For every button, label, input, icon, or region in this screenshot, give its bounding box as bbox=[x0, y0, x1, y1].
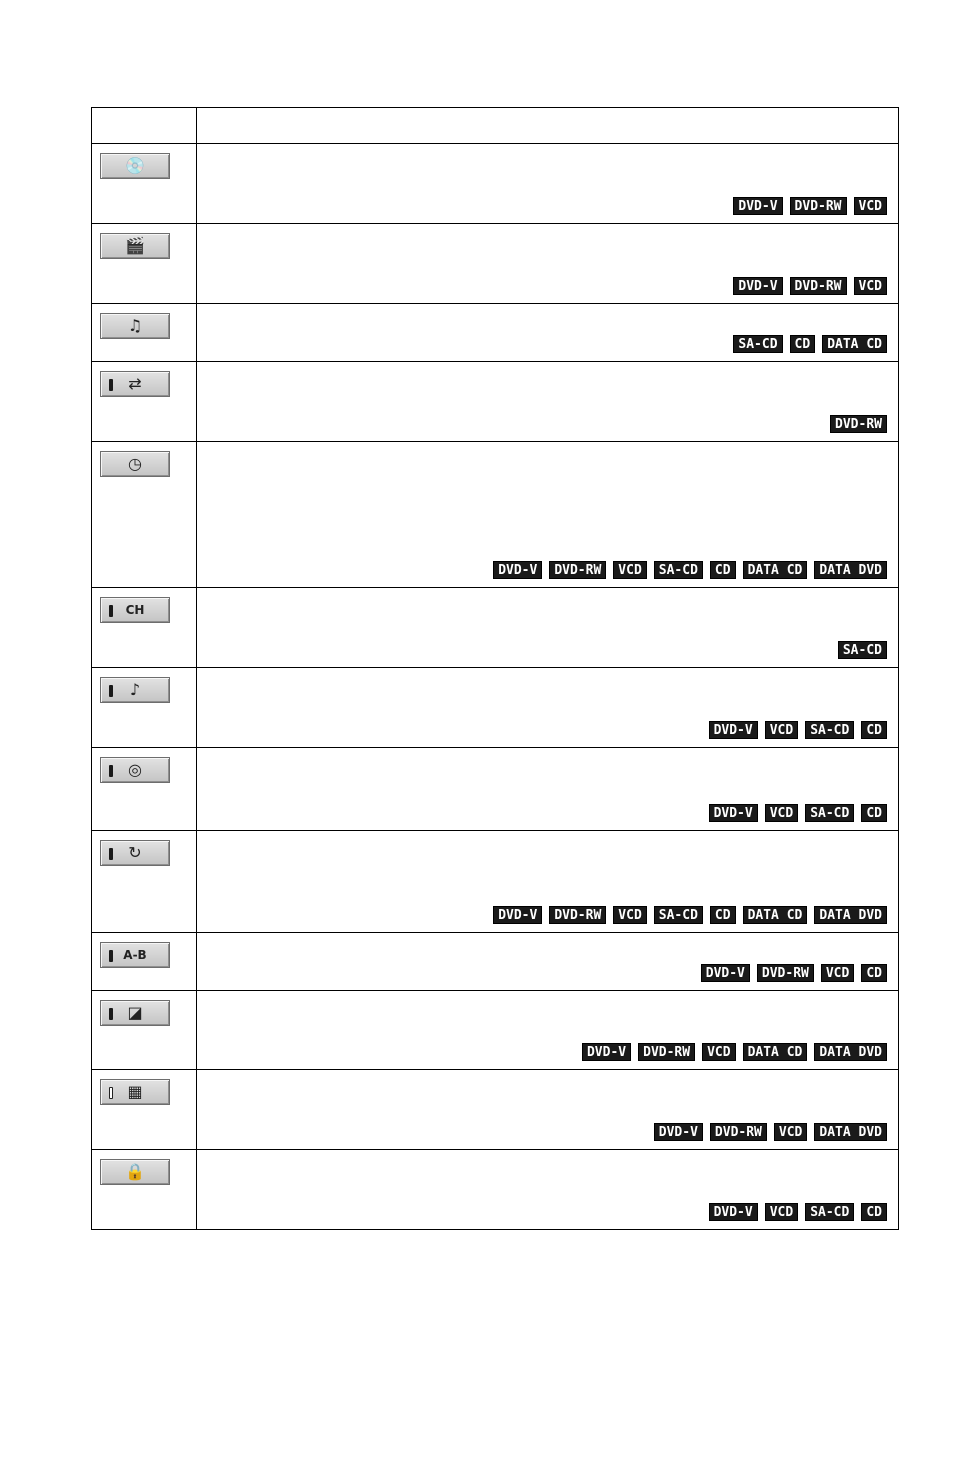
icon-cell bbox=[92, 442, 197, 588]
table-row bbox=[92, 668, 899, 748]
clapperboard-icon: 🎬 bbox=[125, 236, 145, 255]
disc-type-badge: DVD-V bbox=[493, 906, 542, 924]
icon-cell bbox=[92, 748, 197, 831]
disc-type-badge: VCD bbox=[765, 721, 798, 739]
menu-item-button[interactable] bbox=[100, 1079, 170, 1105]
disc-type-badge: VCD bbox=[854, 197, 887, 215]
disc-type-badge: DVD-V bbox=[654, 1123, 703, 1141]
disc-type-badge: DATA CD bbox=[743, 1043, 808, 1061]
icon-cell bbox=[92, 831, 197, 933]
disc-type-badge: DVD-V bbox=[709, 721, 758, 739]
disc-type-badge: CD bbox=[861, 964, 887, 982]
disc-type-badge: DATA DVD bbox=[814, 1123, 887, 1141]
disc-type-badge: VCD bbox=[821, 964, 854, 982]
selection-indicator-icon bbox=[109, 950, 113, 962]
icon-cell bbox=[92, 362, 197, 442]
description-cell bbox=[197, 1150, 899, 1230]
table-row bbox=[92, 991, 899, 1070]
icon-cell bbox=[92, 933, 197, 991]
disc-type-badge: DATA DVD bbox=[814, 906, 887, 924]
sharpness-icon: ◪ bbox=[127, 1003, 143, 1022]
disc-title-icon: 💿 bbox=[125, 156, 145, 175]
disc-type-badges bbox=[493, 906, 887, 924]
disc-type-badge: SA-CD bbox=[733, 335, 782, 353]
disc-type-badge: DVD-V bbox=[493, 561, 542, 579]
table-row bbox=[92, 1070, 899, 1150]
description-cell bbox=[197, 144, 899, 224]
disc-type-badge: SA-CD bbox=[805, 804, 854, 822]
disc-type-badge: DVD-V bbox=[733, 197, 782, 215]
disc-type-badge: VCD bbox=[702, 1043, 735, 1061]
disc-type-badge: VCD bbox=[613, 561, 646, 579]
selection-indicator-icon bbox=[109, 1087, 113, 1099]
description-cell bbox=[197, 304, 899, 362]
menu-item-button[interactable] bbox=[100, 597, 170, 623]
disc-type-badges bbox=[733, 335, 887, 353]
table-row bbox=[92, 748, 899, 831]
disc-type-badge: DVD-RW bbox=[757, 964, 814, 982]
menu-item-button[interactable] bbox=[100, 233, 170, 259]
table-row bbox=[92, 144, 899, 224]
disc-type-badges bbox=[709, 721, 887, 739]
disc-type-badge: DATA CD bbox=[822, 335, 887, 353]
description-cell bbox=[197, 362, 899, 442]
table-row bbox=[92, 1150, 899, 1230]
header-cell-description bbox=[197, 108, 899, 144]
description-cell bbox=[197, 991, 899, 1070]
disc-type-badge: SA-CD bbox=[805, 1203, 854, 1221]
description-cell bbox=[197, 748, 899, 831]
disc-type-badge: CD bbox=[710, 561, 736, 579]
disc-type-badge: CD bbox=[790, 335, 816, 353]
description-cell bbox=[197, 668, 899, 748]
disc-type-badge: DVD-RW bbox=[549, 906, 606, 924]
menu-item-button[interactable] bbox=[100, 371, 170, 397]
disc-type-badge: DVD-V bbox=[709, 1203, 758, 1221]
disc-type-badge: VCD bbox=[854, 277, 887, 295]
disc-type-badge: DVD-V bbox=[701, 964, 750, 982]
disc-type-badges bbox=[838, 641, 887, 659]
multi-channel-icon: CH bbox=[125, 603, 145, 617]
surround-icon: ◎ bbox=[128, 760, 142, 779]
icon-cell bbox=[92, 304, 197, 362]
custom-parental-control-icon: 🔒 bbox=[125, 1162, 145, 1181]
selection-indicator-icon bbox=[109, 1008, 113, 1020]
menu-item-button[interactable] bbox=[100, 757, 170, 783]
description-cell bbox=[197, 224, 899, 304]
icon-cell bbox=[92, 144, 197, 224]
disc-type-badge: DVD-V bbox=[582, 1043, 631, 1061]
disc-type-badge: DVD-V bbox=[733, 277, 782, 295]
disc-type-badge: DATA CD bbox=[743, 561, 808, 579]
disc-type-badge: DVD-RW bbox=[549, 561, 606, 579]
table-header-row bbox=[92, 108, 899, 144]
selection-indicator-icon bbox=[109, 848, 113, 860]
disc-type-badges bbox=[830, 415, 887, 433]
disc-type-badge: VCD bbox=[613, 906, 646, 924]
table-row bbox=[92, 831, 899, 933]
menu-item-button[interactable] bbox=[100, 1159, 170, 1185]
table-row bbox=[92, 588, 899, 668]
description-cell bbox=[197, 442, 899, 588]
audio-settings-icon: ♪ bbox=[129, 680, 141, 699]
disc-type-badges bbox=[733, 277, 887, 295]
disc-type-badge: VCD bbox=[765, 1203, 798, 1221]
table-row bbox=[92, 442, 899, 588]
disc-type-badge: DATA DVD bbox=[814, 1043, 887, 1061]
a-b-repeat-icon: A-B bbox=[123, 948, 147, 962]
menu-item-button[interactable] bbox=[100, 677, 170, 703]
disc-type-badge: DVD-RW bbox=[790, 277, 847, 295]
disc-type-badge: CD bbox=[861, 804, 887, 822]
icon-cell bbox=[92, 991, 197, 1070]
icon-cell bbox=[92, 588, 197, 668]
description-cell bbox=[197, 588, 899, 668]
repeat-icon: ↻ bbox=[128, 843, 142, 862]
selection-indicator-icon bbox=[109, 379, 113, 391]
description-cell bbox=[197, 933, 899, 991]
disc-type-badge: SA-CD bbox=[805, 721, 854, 739]
original-playlist-icon: ⇄ bbox=[128, 374, 142, 393]
menu-item-button[interactable] bbox=[100, 1000, 170, 1026]
disc-type-badge: SA-CD bbox=[838, 641, 887, 659]
disc-type-badge: DVD-V bbox=[709, 804, 758, 822]
selection-indicator-icon bbox=[109, 685, 113, 697]
disc-type-badges bbox=[582, 1043, 887, 1061]
disc-type-badge: DATA DVD bbox=[814, 561, 887, 579]
disc-type-badge: VCD bbox=[765, 804, 798, 822]
picture-navigation-icon: ▦ bbox=[127, 1082, 143, 1101]
disc-type-badges bbox=[733, 197, 887, 215]
menu-item-button[interactable] bbox=[100, 313, 170, 339]
icon-cell bbox=[92, 1070, 197, 1150]
disc-type-badge: DVD-RW bbox=[830, 415, 887, 433]
icon-cell bbox=[92, 668, 197, 748]
table-row bbox=[92, 224, 899, 304]
disc-type-badge: CD bbox=[710, 906, 736, 924]
selection-indicator-icon bbox=[109, 765, 113, 777]
disc-type-badge: SA-CD bbox=[654, 561, 703, 579]
disc-type-badge: VCD bbox=[774, 1123, 807, 1141]
disc-type-badge: DVD-RW bbox=[638, 1043, 695, 1061]
disc-type-badge: CD bbox=[861, 721, 887, 739]
disc-type-badges bbox=[701, 964, 887, 982]
icon-cell bbox=[92, 1150, 197, 1230]
menu-item-button[interactable] bbox=[100, 451, 170, 477]
time-text-icon: ◷ bbox=[128, 454, 142, 473]
disc-type-badge: DVD-RW bbox=[710, 1123, 767, 1141]
music-note-icon: ♫ bbox=[127, 316, 143, 335]
disc-type-badge: CD bbox=[861, 1203, 887, 1221]
table-row bbox=[92, 362, 899, 442]
icon-cell bbox=[92, 224, 197, 304]
disc-type-badge: DATA CD bbox=[743, 906, 808, 924]
disc-type-badge: SA-CD bbox=[654, 906, 703, 924]
menu-item-button[interactable] bbox=[100, 153, 170, 179]
menu-item-button[interactable] bbox=[100, 840, 170, 866]
control-menu-table bbox=[91, 107, 899, 1230]
menu-item-button[interactable] bbox=[100, 942, 170, 968]
disc-type-badges bbox=[493, 561, 887, 579]
disc-type-badges bbox=[709, 804, 887, 822]
table-row bbox=[92, 304, 899, 362]
disc-type-badge: DVD-RW bbox=[790, 197, 847, 215]
disc-type-badges bbox=[654, 1123, 887, 1141]
header-cell-item bbox=[92, 108, 197, 144]
description-cell bbox=[197, 1070, 899, 1150]
disc-type-badges bbox=[709, 1203, 887, 1221]
selection-indicator-icon bbox=[109, 605, 113, 617]
table-row bbox=[92, 933, 899, 991]
description-cell bbox=[197, 831, 899, 933]
